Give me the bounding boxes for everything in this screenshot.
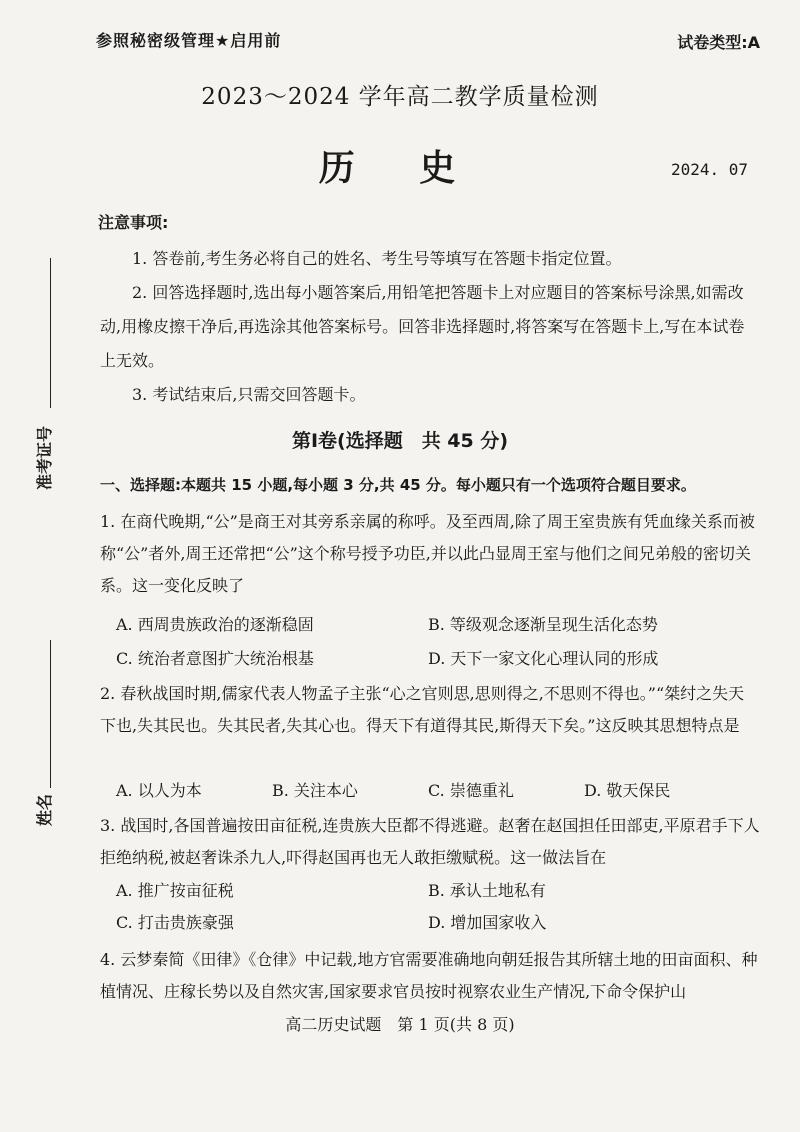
- exam-id-line: [50, 258, 51, 408]
- notice-item: 2. 回答选择题时,选出每小题答案后,用铅笔把答题卡上对应题目的答案标号涂黑,如需改动,用橡皮擦干净后,再选涂其他答案标号。回答非选择题时,将答案写在答题卡上,写在本试卷上无效。: [100, 283, 745, 370]
- option-a: A. 以人为本: [116, 781, 202, 800]
- paper-type: 试卷类型:A: [677, 33, 760, 52]
- option-c: C. 打击贵族豪强: [116, 913, 234, 932]
- notice-heading: 注意事项:: [98, 213, 169, 232]
- question-stem: 1. 在商代晚期,“公”是商王对其旁系亲属的称呼。及至西周,除了周王室贵族有凭血缘关系而被称“公”者外,周王还常把“公”这个称号授予功臣,并以此凸显周王室与他们之间兄弟般的密切关系。这一变化反映了: [100, 512, 755, 595]
- page-footer: 高二历史试题 第 1 页(共 8 页): [285, 1015, 515, 1034]
- notice-item: 3. 考试结束后,只需交回答题卡。: [132, 385, 366, 404]
- option-a: A. 推广按亩征税: [116, 881, 234, 900]
- question-stem: 2. 春秋战国时期,儒家代表人物孟子主张“心之官则思,思则得之,不思则不得也。”“桀纣之失天下也,失其民也。失其民者,失其心也。得天下有道得其民,斯得天下矣。”这反映其思想特点是: [100, 684, 745, 735]
- notice-list: [100, 242, 760, 412]
- exam-date: 2024. 07: [670, 160, 748, 179]
- exam-title: 2023～2024 学年高二教学质量检测: [201, 84, 599, 110]
- option-c: C. 统治者意图扩大统治根基: [116, 649, 314, 668]
- confidential-mark: 参照秘密级管理★启用前: [96, 31, 282, 50]
- option-c: C. 崇德重礼: [428, 781, 514, 800]
- question-stem: 3. 战国时,各国普遍按田亩征税,连贵族大臣都不得逃避。赵奢在赵国担任田部吏,平原君手下人拒绝纳税,被赵奢诛杀九人,吓得赵国再也无人敢拒缴赋税。这一做法旨在: [100, 816, 760, 867]
- option-d: D. 天下一家文化心理认同的形成: [428, 649, 659, 668]
- question-stem: 4. 云梦秦简《田律》《仓律》中记载,地方官需要准确地向朝廷报告其所辖土地的田亩面积、种植情况、庄稼长势以及自然灾害,国家要求官员按时视察农业生产情况,下命令保护山: [100, 950, 758, 1001]
- section-instructions: 一、选择题:本题共 15 小题,每小题 3 分,共 45 分。每小题只有一个选项符合题目要求。: [100, 476, 696, 494]
- option-a: A. 西周贵族政治的逐渐稳固: [116, 615, 314, 634]
- question-1: [100, 506, 760, 602]
- name-line: [50, 640, 51, 788]
- section-title: 第Ⅰ卷(选择题 共 45 分): [291, 430, 509, 452]
- question-4: [100, 944, 760, 1008]
- name-label: 姓名: [35, 793, 54, 826]
- option-b: B. 等级观念逐渐呈现生活化态势: [428, 615, 658, 634]
- question-2: [100, 678, 760, 742]
- option-d: D. 敬天保民: [584, 781, 671, 800]
- exam-id-label: 准考证号: [35, 425, 54, 490]
- subject-title: 历 史: [318, 148, 482, 189]
- notice-item: 1. 答卷前,考生务必将自己的姓名、考生号等填写在答题卡指定位置。: [132, 249, 622, 268]
- question-3: [100, 810, 760, 874]
- option-b: B. 承认土地私有: [428, 881, 546, 900]
- option-b: B. 关注本心: [272, 781, 358, 800]
- option-d: D. 增加国家收入: [428, 913, 547, 932]
